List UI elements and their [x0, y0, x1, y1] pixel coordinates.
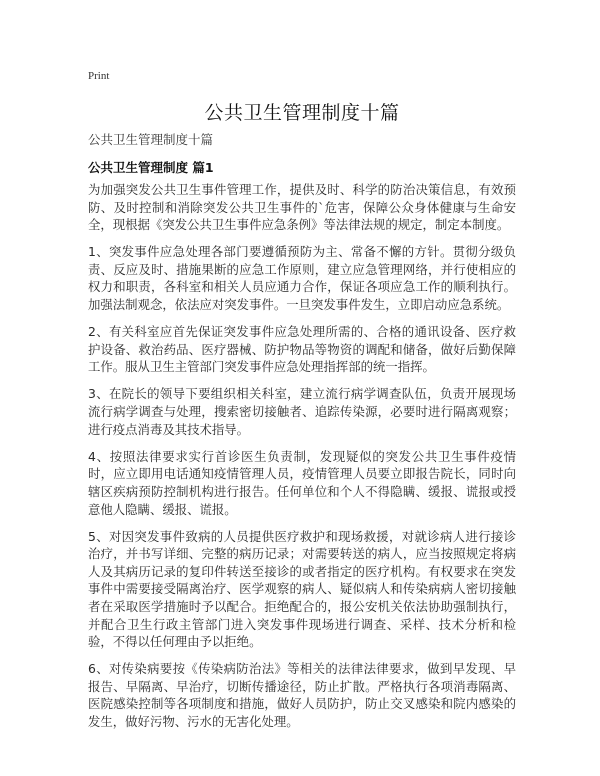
paragraph-item-1: 1、突发事件应急处理各部门要遵循预防为主、常备不懈的方针。贯彻分级负责、反应及时、措施果断的应急工作原则，建立应急管理网络，并行使相应的权力和职责，各科室和相关人员应通力合作，保证各项应急工作的顺利执行。加强法制观念，依法应对突发事件。一旦突发事件发生，立即启动应急系统。 [88, 244, 516, 313]
paragraph-item-5: 5、对因突发事件致病的人员提供医疗救护和现场救援，对就诊病人进行接诊治疗，并书写详细、完整的病历记录；对需要转送的病人，应当按照规定将病人及其病历记录的复印件转送至接诊的或者指定的医疗机构。有权要求在突发事件中需要接受隔离治疗、医学观察的病人、疑似病人和传染病病人密切接触者在采取医学措施时予以配合。拒绝配合的，报公安机关依法协助强制执行，并配合卫生行政主管部门进入突发事件现场进行调查、采样、技术分析和检验，不得以任何理由予以拒绝。 [88, 528, 516, 650]
document-body [88, 181, 516, 740]
paragraph-item-4: 4、按照法律要求实行首诊医生负责制，发现疑似的突发公共卫生事件疫情时，应立即用电话通知疫情管理人员，疫情管理人员要立即报告院长，同时向辖区疾病预防控制机构进行报告。任何单位和个人不得隐瞒、缓报、谎报或授意他人隐瞒、缓报、谎报。 [88, 448, 516, 517]
document-title: 公共卫生管理制度十篇 [204, 102, 400, 124]
document-subtitle: 公共卫生管理制度十篇 [88, 132, 214, 147]
paragraph-item-3: 3、在院长的领导下要组织相关科室，建立流行病学调查队伍，负责开展现场流行病学调查与处理，搜索密切接触者、追踪传染源，必要时进行隔离观察；进行疫点消毒及其技术指导。 [88, 386, 516, 437]
print-label: Print [88, 70, 110, 82]
section-heading: 公共卫生管理制度 篇1 [88, 160, 214, 175]
paragraph-item-6: 6、对传染病要按《传染病防治法》等相关的法律法律要求，做到早发现、早报告、早隔离、早治疗，切断传播途径，防止扩散。严格执行各项消毒隔离、医院感染控制等各项制度和措施，做好人员防护，防止交叉感染和院内感染的发生，做好污物、污水的无害化处理。 [88, 661, 516, 730]
intro-paragraph: 为加强突发公共卫生事件管理工作，提供及时、科学的防治决策信息，有效预防、及时控制和消除突发公共卫生事件的`危害，保障公众身体健康与生命安全，现根据《突发公共卫生事件应急条例》等法律法规的规定，制定本制度。 [88, 182, 516, 233]
paragraph-item-2: 2、有关科室应首先保证突发事件应急处理所需的、合格的通讯设备、医疗救护设备、救治药品、医疗器械、防护物品等物资的调配和储备，做好后勤保障工作。服从卫生主管部门突发事件应急处理指挥部的统一指挥。 [88, 324, 516, 375]
